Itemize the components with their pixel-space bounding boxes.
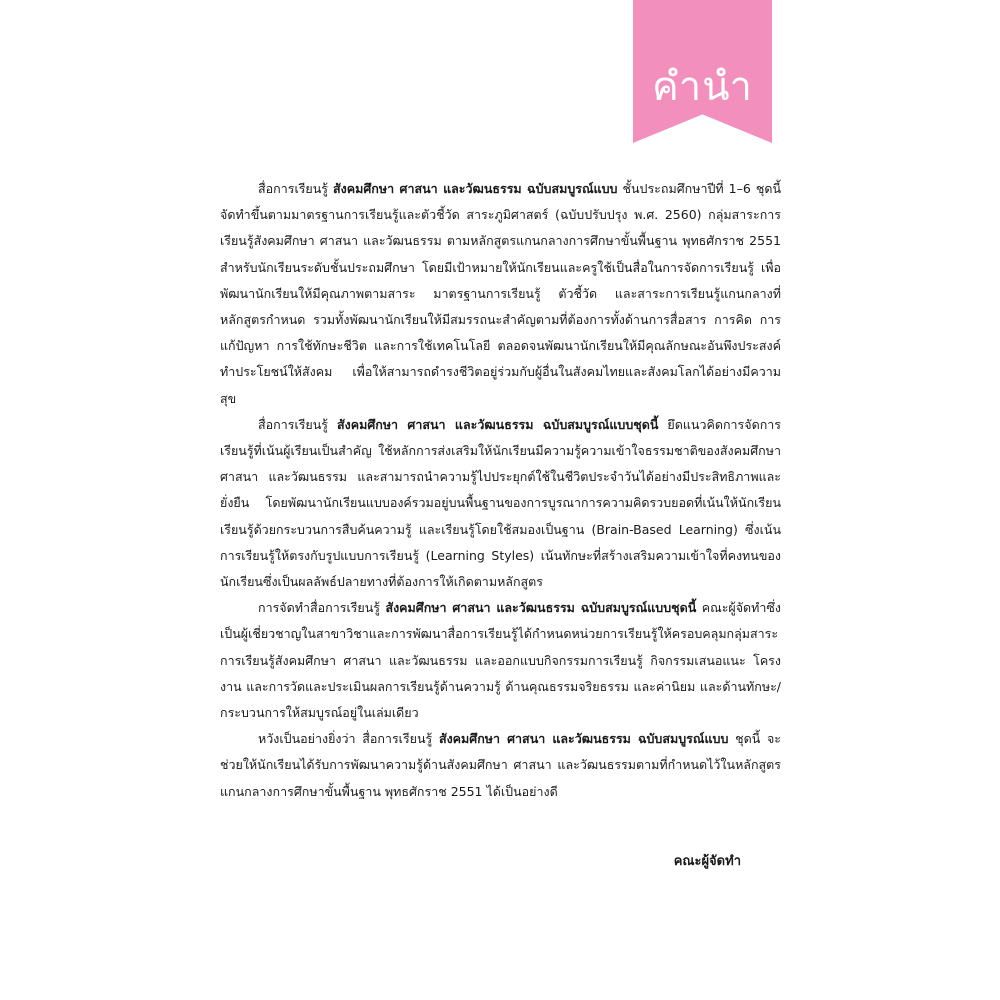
paragraph-1 <box>220 176 781 412</box>
paragraph-2 <box>220 412 781 595</box>
paragraph-3-rest: คณะผู้จัดทำซึ่งเป็นผู้เชี่ยวชาญในสาขาวิชาและการพัฒนาสื่อการเรียนรู้ได้กำหนดหน่วยการเรียนรู้ให้ครอบคลุมกลุ่มสาระการเรียนรู้สังคมศึกษา ศาสนา และวัฒนธรรม และออกแบบกิจกรรมการเรียนรู้ กิจกรรมเสนอแนะ โครงงาน และการวัดและประเมินผลการเรียนรู้ด้านความรู้ ด้านคุณธรรมจริยธรรม และค่านิยม และด้านทักษะ/กระบวนการให้สมบูรณ์อยู่ในเล่มเดียว <box>220 600 782 721</box>
paragraph-4-rest: ชุดนี้ จะช่วยให้นักเรียนได้รับการพัฒนาความรู้ด้านสังคมศึกษา ศาสนา และวัฒนธรรมตามที่กำหนดไว้ในหลักสูตรแกนกลางการศึกษาขั้นพื้นฐาน พุทธศักราช 2551 ได้เป็นอย่างดี <box>220 731 781 799</box>
paragraph-3 <box>220 595 781 726</box>
paragraph-3-bold: สังคมศึกษา ศาสนา และวัฒนธรรม ฉบับสมบูรณ์แบบชุดนี้ <box>385 600 697 616</box>
paragraph-4-lead: หวังเป็นอย่างยิ่งว่า สื่อการเรียนรู้ <box>258 731 439 747</box>
paragraph-3-lead: การจัดทำสื่อการเรียนรู้ <box>258 600 386 616</box>
paragraph-4 <box>220 726 781 805</box>
paragraph-2-lead: สื่อการเรียนรู้ <box>258 416 337 432</box>
author-signature: คณะผู้จัดทำ <box>673 854 741 869</box>
preface-body <box>220 176 781 805</box>
paragraph-1-rest: ชั้นประถมศึกษาปีที่ 1–6 ชุดนี้ จัดทำขึ้นตามมาตรฐานการเรียนรู้และตัวชี้วัด สาระภูมิศาสตร์ (ฉบับปรับปรุง พ.ศ. 2560) กลุ่มสาระการเรียนรู้สังคมศึกษา ศาสนา และวัฒนธรรม ตามหลักสูตรแกนกลางการศึกษาขั้นพื้นฐาน พุทธศักราช 2551 สำหรับนักเรียนระดับชั้นประถมศึกษา โดยมีเป้าหมายให้นักเรียนและครูใช้เป็นสื่อในการจัดการเรียนรู้ เพื่อพัฒนานักเรียนให้มีคุณภาพตามสาระ มาตรฐานการเรียนรู้ ตัวชี้วัด และสาระการเรียนรู้แกนกลางที่หลักสูตรกำหนด รวมทั้งพัฒนานักเรียนให้มีสมรรถนะสำคัญตามที่ต้องการทั้งด้านการสื่อสาร การคิด การแก้ปัญหา การใช้ทักษะชีวิต และการใช้เทคโนโลยี ตลอดจนพัฒนานักเรียนให้มีคุณลักษณะอันพึงประสงค์ ทำประโยชน์ให้สังคม เพื่อให้สามารถดำรงชีวิตอยู่ร่วมกับผู้อื่นในสังคมไทยและสังคมโลกได้อย่างมีความสุข <box>220 181 781 406</box>
paragraph-4-bold: สังคมศึกษา ศาสนา และวัฒนธรรม ฉบับสมบูรณ์แบบ <box>438 731 729 747</box>
paragraph-2-rest: ยึดแนวคิดการจัดการเรียนรู้ที่เน้นผู้เรียนเป็นสำคัญ ใช้หลักการส่งเสริมให้นักเรียนมีความรู้ความเข้าใจธรรมชาติของสังคมศึกษา ศาสนา และวัฒนธรรม และสามารถนำความรู้ไปประยุกต์ใช้ในชีวิตประจำวันได้อย่างมีประสิทธิภาพและยั่งยืน โดยพัฒนานักเรียนแบบองค์รวมอยู่บนพื้นฐานของการบูรณาการความคิดรวบยอดที่เน้นให้นักเรียนเรียนรู้ด้วยกระบวนการสืบค้นความรู้ และเรียนรู้โดยใช้สมองเป็นฐาน (Brain-Based Learning) ซึ่งเน้นการเรียนรู้ให้ตรงกับรูปแบบการเรียนรู้ (Learning Styles) เน้นทักษะที่สร้างเสริมความเข้าใจที่คงทนของนักเรียนซึ่งเป็นผลลัพธ์ปลายทางที่ต้องการให้เกิดตามหลักสูตร <box>220 416 781 590</box>
paragraph-1-bold: สังคมศึกษา ศาสนา และวัฒนธรรม ฉบับสมบูรณ์แบบ <box>333 181 618 196</box>
page-title: คำนำ <box>651 64 754 110</box>
paragraph-2-bold: สังคมศึกษา ศาสนา และวัฒนธรรม ฉบับสมบูรณ์แบบชุดนี้ <box>336 416 659 432</box>
paragraph-1-lead: สื่อการเรียนรู้ <box>258 181 334 196</box>
